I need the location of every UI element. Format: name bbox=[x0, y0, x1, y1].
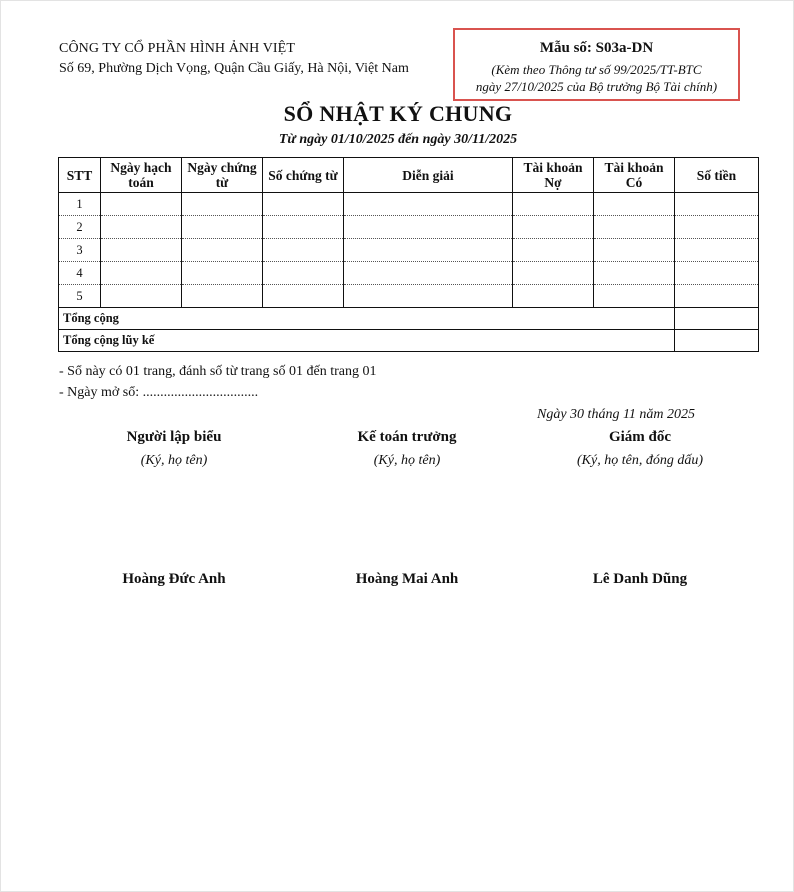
row-stt: 4 bbox=[59, 262, 101, 285]
form-reference bbox=[455, 61, 738, 95]
header-voucher-no: Số chứng từ bbox=[263, 158, 344, 193]
signature-chief-accountant bbox=[307, 429, 507, 587]
table-row bbox=[59, 262, 759, 285]
cell-empty bbox=[182, 285, 263, 308]
cell-empty bbox=[594, 239, 675, 262]
total-label: Tổng cộng bbox=[59, 308, 675, 330]
form-reference-line-2: ngày 27/10/2025 của Bộ trưởng Bộ Tài chính) bbox=[475, 79, 718, 94]
total-row bbox=[59, 308, 759, 330]
cell-empty bbox=[513, 239, 594, 262]
company-name: CÔNG TY CỔ PHẦN HÌNH ẢNH VIỆT bbox=[59, 41, 295, 56]
cell-empty bbox=[263, 285, 344, 308]
cell-empty bbox=[513, 262, 594, 285]
company-header bbox=[59, 39, 409, 79]
cell-empty bbox=[101, 262, 182, 285]
cell-empty bbox=[513, 285, 594, 308]
signature-role: Giám đốc bbox=[608, 429, 672, 445]
table-row bbox=[59, 239, 759, 262]
cell-empty bbox=[594, 193, 675, 216]
journal-table bbox=[58, 157, 759, 352]
document-period: Từ ngày 01/10/2025 đến ngày 30/11/2025 bbox=[278, 132, 518, 147]
cell-empty bbox=[675, 239, 759, 262]
signature-name: Hoàng Đức Anh bbox=[122, 571, 226, 587]
cell-empty bbox=[263, 216, 344, 239]
note-page-count: - Sổ này có 01 trang, đánh số từ trang số 01 đến trang 01 bbox=[59, 364, 377, 379]
cell-empty bbox=[101, 193, 182, 216]
header-posting-date: Ngày hạch toán bbox=[101, 158, 182, 193]
cumulative-total-amount bbox=[675, 330, 759, 352]
total-amount bbox=[675, 308, 759, 330]
cell-empty bbox=[182, 239, 263, 262]
cell-empty bbox=[344, 193, 513, 216]
signature-name: Hoàng Mai Anh bbox=[355, 571, 459, 587]
header-amount: Số tiền bbox=[675, 158, 759, 193]
cell-empty bbox=[101, 216, 182, 239]
signature-role: Người lập biểu bbox=[126, 429, 222, 445]
form-reference-line-1: (Kèm theo Thông tư số 99/2025/TT-BTC bbox=[491, 62, 702, 77]
row-stt: 1 bbox=[59, 193, 101, 216]
signature-role: Kế toán trưởng bbox=[357, 429, 457, 445]
cell-empty bbox=[182, 216, 263, 239]
cell-empty bbox=[594, 216, 675, 239]
cell-empty bbox=[263, 262, 344, 285]
signature-director bbox=[540, 429, 740, 587]
ledger-notes bbox=[59, 361, 376, 403]
cell-empty bbox=[263, 239, 344, 262]
cell-empty bbox=[675, 216, 759, 239]
cell-empty bbox=[182, 193, 263, 216]
cell-empty bbox=[594, 285, 675, 308]
cell-empty bbox=[675, 285, 759, 308]
header-debit-account: Tài khoản Nợ bbox=[513, 158, 594, 193]
signature-hint: (Ký, họ tên) bbox=[140, 453, 208, 468]
signature-preparer bbox=[74, 429, 274, 587]
row-stt: 2 bbox=[59, 216, 101, 239]
cell-empty bbox=[513, 216, 594, 239]
header-stt: STT bbox=[59, 158, 101, 193]
cell-empty bbox=[344, 216, 513, 239]
row-stt: 3 bbox=[59, 239, 101, 262]
header-credit-account: Tài khoản Có bbox=[594, 158, 675, 193]
cumulative-total-row bbox=[59, 330, 759, 352]
cell-empty bbox=[182, 262, 263, 285]
signature-hint: (Ký, họ tên, đóng dấu) bbox=[577, 453, 703, 468]
note-open-date: - Ngày mở sổ: ................................. bbox=[59, 385, 259, 400]
cell-empty bbox=[344, 285, 513, 308]
form-code-box bbox=[453, 28, 740, 101]
form-code: Mẫu số: S03a-DN bbox=[539, 40, 654, 56]
cell-empty bbox=[101, 239, 182, 262]
table-row bbox=[59, 193, 759, 216]
table-row bbox=[59, 216, 759, 239]
row-stt: 5 bbox=[59, 285, 101, 308]
table-header-row bbox=[59, 158, 759, 193]
cell-empty bbox=[675, 262, 759, 285]
company-address: Số 69, Phường Dịch Vọng, Quận Cầu Giấy, Hà Nội, Việt Nam bbox=[59, 61, 409, 76]
cell-empty bbox=[675, 193, 759, 216]
cell-empty bbox=[344, 262, 513, 285]
signature-name: Lê Danh Dũng bbox=[592, 571, 688, 587]
sign-date: Ngày 30 tháng 11 năm 2025 bbox=[537, 407, 696, 422]
signature-hint: (Ký, họ tên) bbox=[373, 453, 441, 468]
document-title: SỔ NHẬT KÝ CHUNG bbox=[283, 101, 513, 126]
cumulative-total-label: Tổng cộng lũy kế bbox=[59, 330, 675, 352]
cell-empty bbox=[101, 285, 182, 308]
header-voucher-date: Ngày chứng từ bbox=[182, 158, 263, 193]
cell-empty bbox=[513, 193, 594, 216]
cell-empty bbox=[263, 193, 344, 216]
header-description: Diễn giải bbox=[344, 158, 513, 193]
cell-empty bbox=[344, 239, 513, 262]
cell-empty bbox=[594, 262, 675, 285]
table-row bbox=[59, 285, 759, 308]
